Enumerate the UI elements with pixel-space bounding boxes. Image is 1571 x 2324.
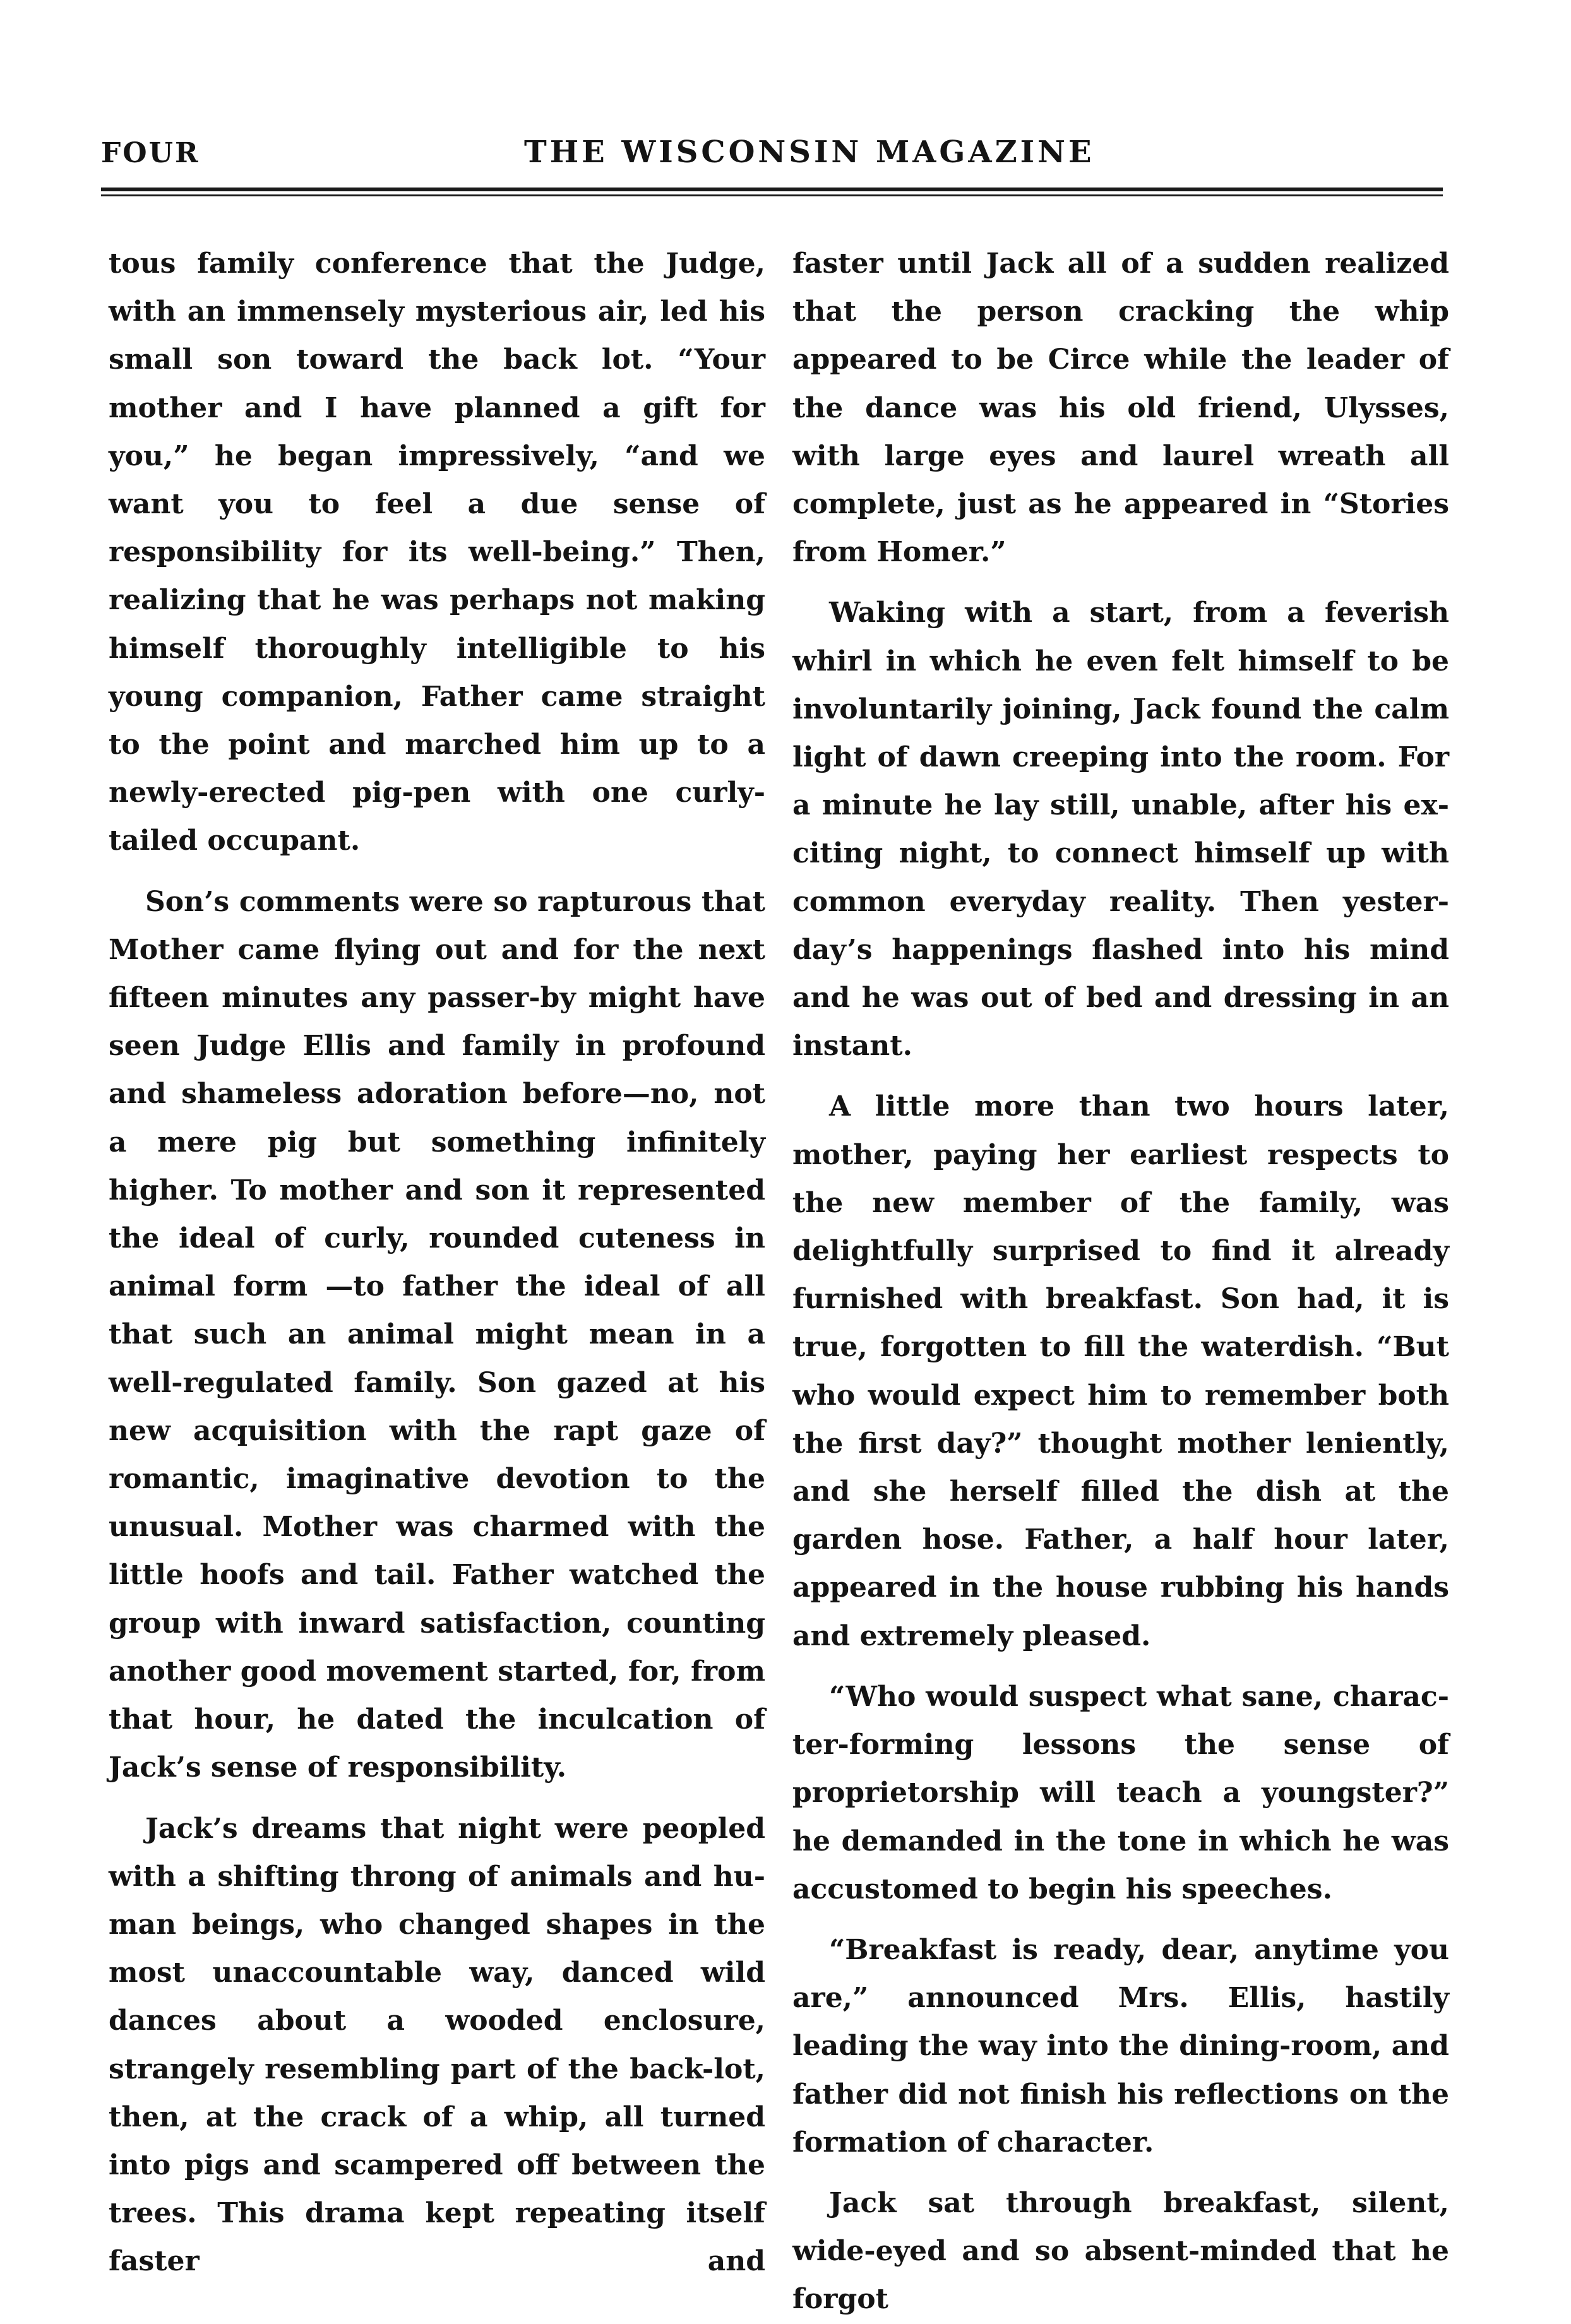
header-rule-thin bbox=[101, 194, 1443, 196]
paragraph: Son’s comments were so rapturous that Mother came flying out and for the next fifteen minutes any passer-by might have seen Judge Ellis and family in profound and shameless adoration before—no, not a mere pig but something infinitely higher. To mother and son it represented the ideal of curly, rounded cuteness in animal form —to father the ideal of all that such an animal might mean in a well-regulated family. Son gazed at his new acquisition with the rapt gaze of romantic, imaginative devotion to the unusual. Mother was charmed with the little hoofs and tail. Father watched the group with inward satisfaction, counting another good movement started, for, from that hour, he dated the inculcation of Jack’s sense of responsibility. bbox=[109, 885, 765, 1784]
paragraph: A little more than two hours later, mother, paying her earliest respects to the new member of the family, was delightfully surprised to find it already furnished with breakfast. Son had, it is true, forgotten to fill the waterdish. “But who would expect him to remember both the first day?” thought mother leniently, and she herself filled the dish at the garden hose. Father, a half hour later, appeared in the house rubbing his hands and extremely pleased. bbox=[792, 1090, 1449, 1652]
paragraph: Jack’s dreams that night were peopled with a shifting throng of animals and human beings, who changed shapes in the most unaccountable way, danced wild dances about a wooded enclosure, strangely resembling part of the back-lot, then, at the crack of a whip, all turned into pigs and scampered off between the trees. This drama kept repeating itself faster and bbox=[109, 1812, 765, 2278]
right-column bbox=[792, 240, 1449, 2324]
running-head-title: THE WISCONSIN MAGAZINE bbox=[524, 134, 1095, 170]
paragraph: faster until Jack all of a sudden realized that the person cracking the whip appeared to be Circe while the leader of the dance was his old friend, Ulysses, with large eyes and laurel wreath all complete, just as he appeared in “Stories from Homer.” bbox=[792, 247, 1449, 569]
paragraph: “Breakfast is ready, dear, anytime you are,” announced Mrs. Ellis, hastily leading the way into the dining-room, and father did not finish his reflections on the formation of character. bbox=[792, 1933, 1449, 2159]
page-folio: FOUR bbox=[101, 137, 200, 169]
paragraph: Jack sat through breakfast, silent, wide-eyed and so absent-minded that he forgot bbox=[792, 2186, 1449, 2316]
paragraph: tous family conference that the Judge, with an immensely mysterious air, led his small son toward the back lot. “Your mother and I have planned a gift for you,” he began impressively, “and we want you to feel a due sense of responsibility for its well-being.” Then, realizing that he was perhaps not making himself thoroughly intelligible to his young companion, Father came straight to the point and marched him up to a newly-erected pig-pen with one curly-tailed occupant. bbox=[109, 247, 765, 857]
header-rule-thick bbox=[101, 188, 1443, 191]
paragraph: Waking with a start, from a feverish whirl in which he even felt himself to be involuntarily joining, Jack found the calm light of dawn creeping into the room. For a minute he lay still, unable, after his exciting night, to connect himself up with common everyday reality. Then yesterday’s happenings flashed into his mind and he was out of bed and dressing in an instant. bbox=[792, 597, 1449, 1063]
left-column bbox=[109, 240, 765, 2286]
paragraph: “Who would suspect what sane, character-forming lessons the sense of proprietorship will teach a youngster?” he demanded in the tone in which he was accustomed to begin his speeches. bbox=[792, 1680, 1449, 1905]
